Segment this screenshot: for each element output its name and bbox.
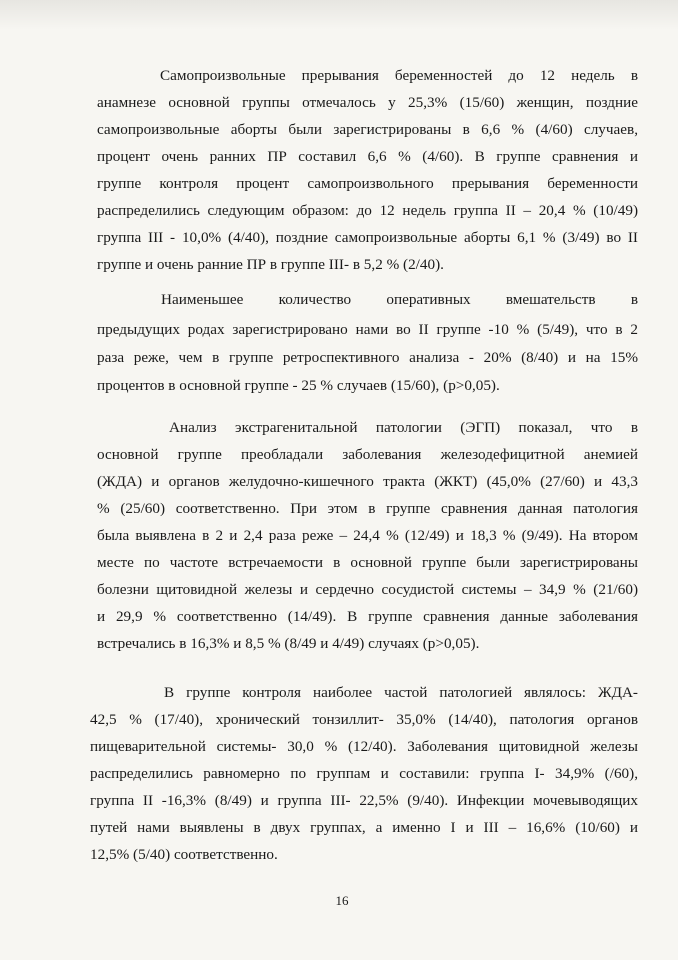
- text-line: группа II -16,3% (8/49) и группа III- 22,5% (9/40). Инфекции мочевыводящих: [90, 792, 638, 809]
- scan-shadow: [0, 0, 678, 30]
- text-line: пищеварительной системы- 30,0 % (12/40). Заболевания щитовидной железы: [90, 738, 638, 755]
- text-line: болезни щитовидной железы и сердечно сосудистой системы – 34,9 % (21/60): [97, 581, 638, 598]
- text-line: путей нами выявлены в двух группах, а именно I и III – 16,6% (10/60) и: [90, 819, 638, 836]
- text-line: была выявлена в 2 и 2,4 раза реже – 24,4 % (12/49) и 18,3 % (9/49). На втором: [97, 527, 638, 544]
- text-line: группа III - 10,0% (4/40), поздние самопроизвольные аборты 6,1 % (3/49) во II: [97, 229, 638, 246]
- text-line: встречались в 16,3% и 8,5 % (8/49 и 4/49) случаях (р>0,05).: [97, 635, 480, 652]
- page-number: 16: [335, 893, 349, 908]
- text-line: 42,5 % (17/40), хронический тонзиллит- 35,0% (14/40), патология органов: [90, 711, 638, 728]
- text-line: предыдущих родах зарегистрировано нами во II группе -10 % (5/49), что в 2: [97, 321, 638, 338]
- text-line: и 29,9 % соответственно (14/49). В группе сравнения данные заболевания: [97, 608, 638, 625]
- text-line: % (25/60) соответственно. При этом в группе сравнения данная патология: [97, 500, 638, 517]
- text-line: месте по частоте встречаемости в основной группе были зарегистрированы: [97, 554, 638, 571]
- text-line: основной группе преобладали заболевания железодефицитной анемией: [97, 446, 638, 463]
- text-line: распределились следующим образом: до 12 недель группа II – 20,4 % (10/49): [97, 202, 638, 219]
- text-line: Самопроизвольные прерывания беременностей до 12 недель в: [160, 67, 638, 84]
- text-line: 12,5% (5/40) соответственно.: [90, 846, 278, 863]
- text-line: распределились равномерно по группам и составили: группа I- 34,9% (/60),: [90, 765, 638, 782]
- text-line: анамнезе основной группы отмечалось у 25,3% (15/60) женщин, поздние: [97, 94, 638, 111]
- text-line: раза реже, чем в группе ретроспективного анализа - 20% (8/40) и на 15%: [97, 349, 638, 366]
- text-line: (ЖДА) и органов желудочно-кишечного тракта (ЖКТ) (45,0% (27/60) и 43,3: [97, 473, 638, 490]
- text-line: процент очень ранних ПР составил 6,6 % (4/60). В группе сравнения и: [97, 148, 638, 165]
- text-line: самопроизвольные аборты были зарегистрированы в 6,6 % (4/60) случаев,: [97, 121, 638, 138]
- text-line: группе и очень ранние ПР в группе III- в 5,2 % (2/40).: [97, 256, 444, 273]
- text-line: Наименьшее количество оперативных вмешательств в: [161, 291, 638, 308]
- text-line: процентов в основной группе - 25 % случаев (15/60), (р>0,05).: [97, 377, 500, 394]
- text-line: Анализ экстрагенитальной патологии (ЭГП) показал, что в: [169, 419, 638, 436]
- text-line: В группе контроля наиболее частой патологией являлось: ЖДА-: [164, 684, 638, 701]
- text-line: группе контроля процент самопроизвольного прерывания беременности: [97, 175, 638, 192]
